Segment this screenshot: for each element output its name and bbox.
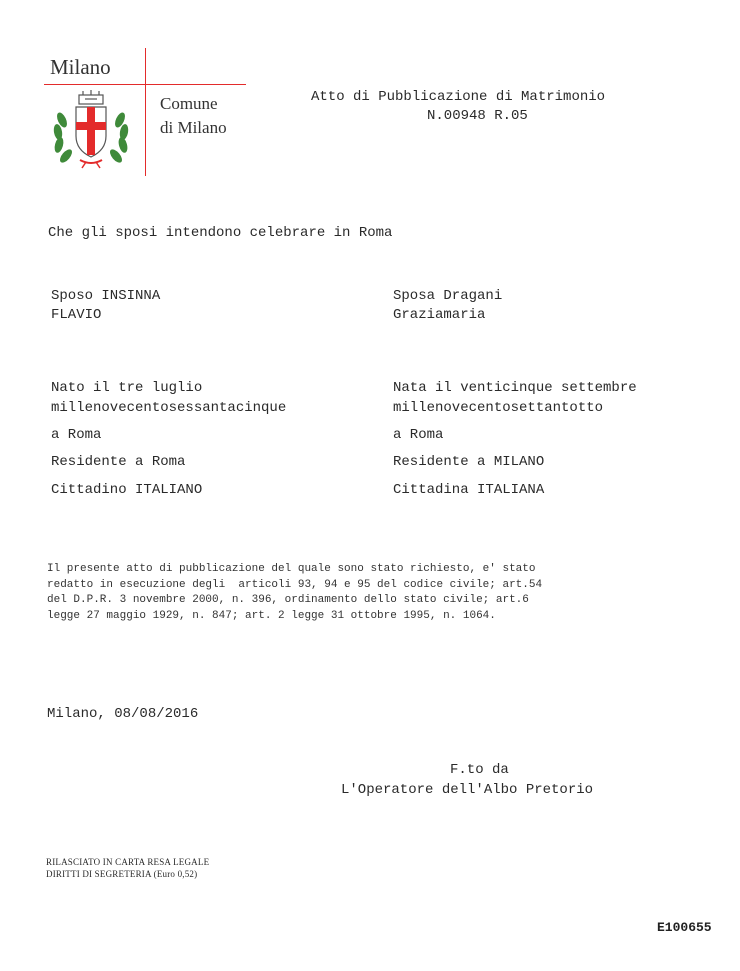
- legal-line: Il presente atto di pubblicazione del quale sono stato richiesto, e' stato: [47, 563, 536, 575]
- legal-line: del D.P.R. 3 novembre 2000, n. 396, ordinamento dello stato civile; art.6: [47, 594, 529, 606]
- bride-citizenship: Cittadina ITALIANA: [393, 482, 545, 498]
- bride-residence: Residente a MILANO: [393, 454, 545, 470]
- logo-divider-vertical: [145, 48, 146, 176]
- legal-line: legge 27 maggio 1929, n. 847; art. 2 legge 31 ottobre 1995, n. 1064.: [47, 609, 496, 622]
- logo-city-name: Milano: [50, 55, 111, 79]
- groom-first-name: FLAVIO: [51, 307, 102, 323]
- footer-note: [46, 856, 209, 880]
- legal-paragraph: [47, 562, 542, 624]
- serial-number: E100655: [657, 920, 712, 935]
- place-date: Milano, 08/08/2016: [47, 706, 199, 722]
- intro-text: Che gli sposi intendono celebrare in Roma: [48, 225, 393, 241]
- logo-comune-line1: Comune: [160, 94, 218, 113]
- bride-birth-place: a Roma: [393, 427, 444, 443]
- document-number: N.00948 R.05: [427, 108, 528, 124]
- footer-line2: DIRITTI DI SEGRETERIA (Euro 0,52): [46, 869, 198, 879]
- milano-crest-icon: [50, 90, 132, 170]
- bride-birth-line2: millenovecentosettantotto: [393, 400, 604, 416]
- logo-divider-horizontal: [44, 84, 246, 85]
- logo-comune-line2: di Milano: [160, 118, 227, 137]
- signature-line2: L'Operatore dell'Albo Pretorio: [341, 782, 594, 798]
- groom-residence: Residente a Roma: [51, 454, 186, 470]
- legal-line: redatto in esecuzione degli articoli 93, 94 e 95 del codice civile; art.54: [47, 578, 543, 591]
- bride-birth-line1: Nata il venticinque settembre: [393, 380, 637, 396]
- groom-birth-line2: millenovecentosessantacinque: [51, 400, 287, 416]
- groom-surname: Sposo INSINNA: [51, 288, 161, 304]
- logo-comune-text: [160, 92, 227, 140]
- bride-first-name: Graziamaria: [393, 307, 486, 323]
- bride-surname: Sposa Dragani: [393, 288, 503, 304]
- footer-line1: RILASCIATO IN CARTA RESA LEGALE: [46, 857, 210, 867]
- groom-citizenship: Cittadino ITALIANO: [51, 482, 203, 498]
- signature-line1: F.to da: [450, 762, 509, 778]
- groom-birth-line1: Nato il tre luglio: [51, 380, 203, 396]
- groom-birth-place: a Roma: [51, 427, 102, 443]
- document-title: Atto di Pubblicazione di Matrimonio: [311, 89, 606, 105]
